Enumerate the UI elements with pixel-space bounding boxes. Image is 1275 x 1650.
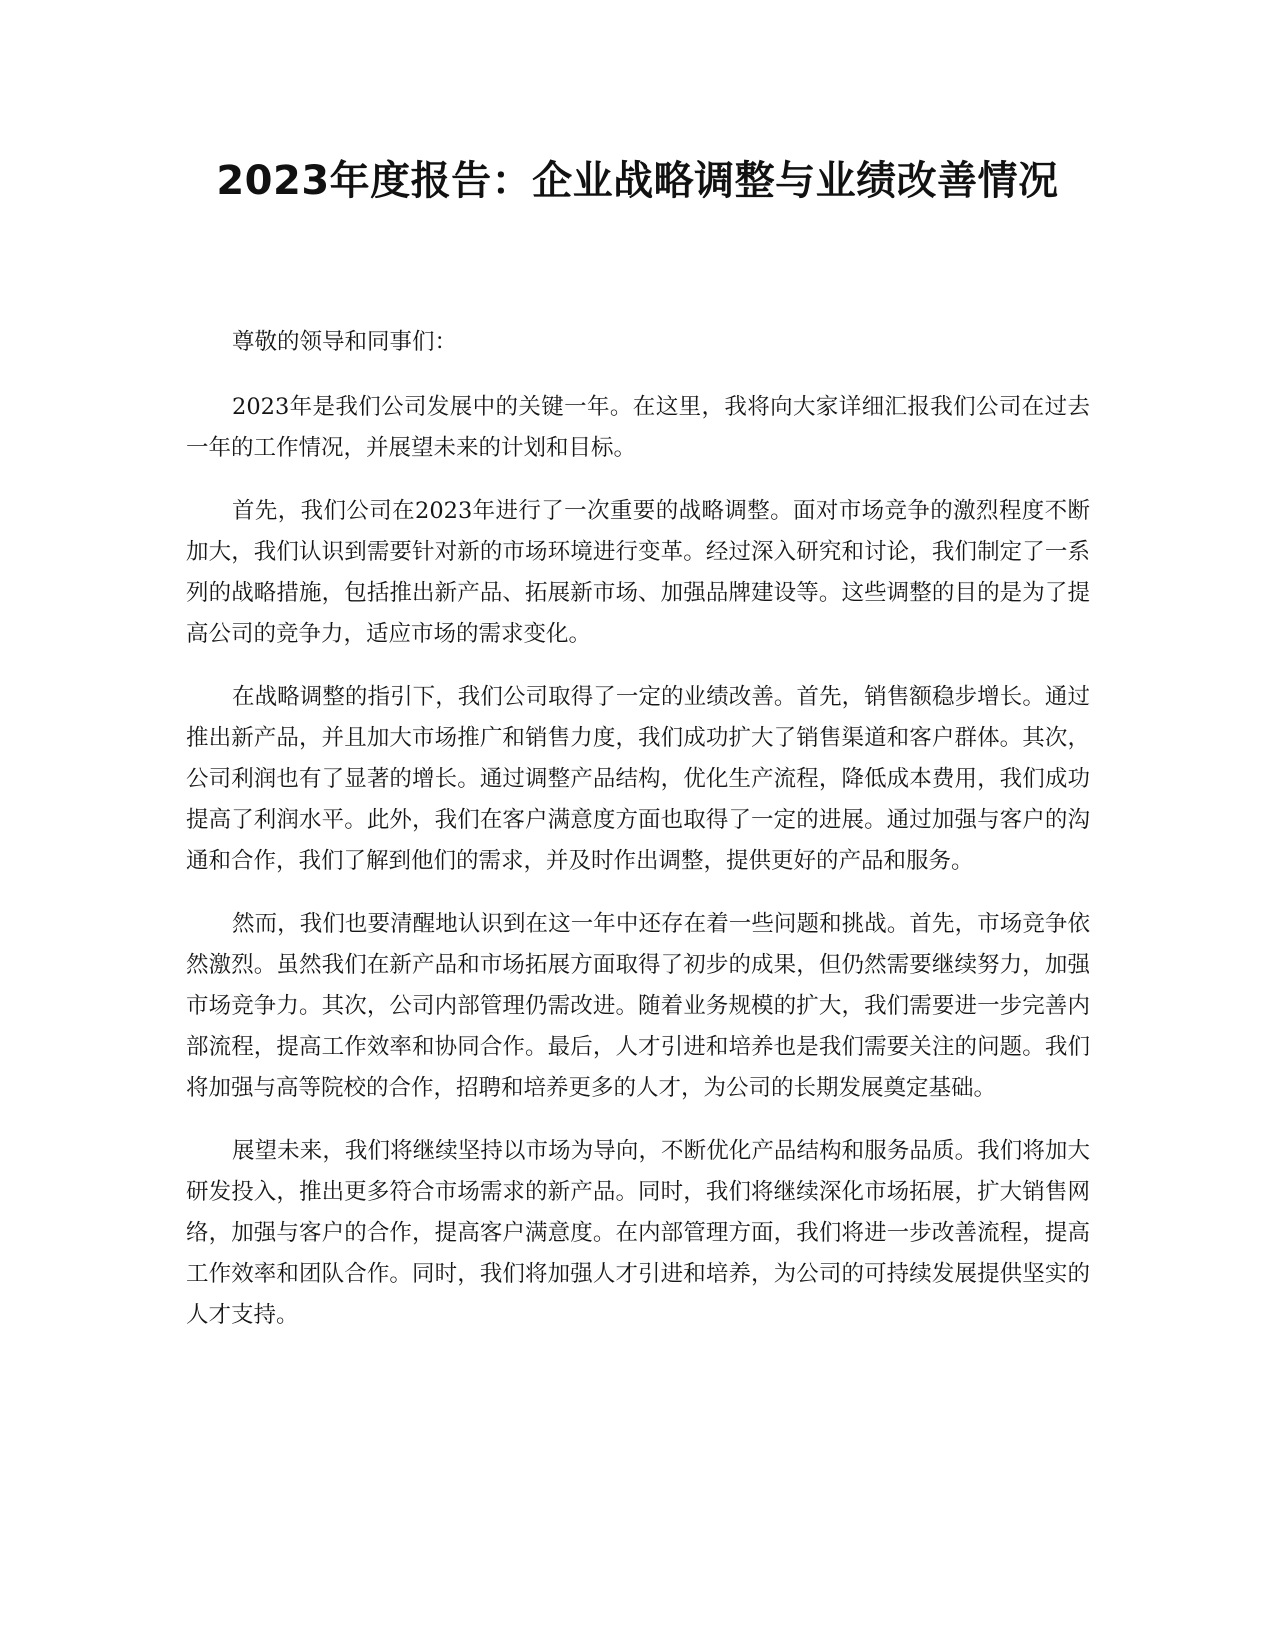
- body-paragraph-2: 首先，我们公司在2023年进行了一次重要的战略调整。面对市场竞争的激烈程度不断加大，我们认识到需要针对新的市场环境进行变革。经过深入研究和讨论，我们制定了一系列的战略措施，包括推出新产品、拓展新市场、加强品牌建设等。这些调整的目的是为了提高公司的竞争力，适应市场的需求变化。: [186, 498, 1090, 647]
- body-paragraph-1: 2023年是我们公司发展中的关键一年。在这里，我将向大家详细汇报我们公司在过去一年的工作情况，并展望未来的计划和目标。: [186, 394, 1090, 461]
- document-title: 2023年度报告：企业战略调整与业绩改善情况: [216, 158, 1059, 204]
- document-body: [186, 322, 1090, 1358]
- body-paragraph-4: 然而，我们也要清醒地认识到在这一年中还存在着一些问题和挑战。首先，市场竞争依然激烈。虽然我们在新产品和市场拓展方面取得了初步的成果，但仍然需要继续努力，加强市场竞争力。其次，公司内部管理仍需改进。随着业务规模的扩大，我们需要进一步完善内部流程，提高工作效率和协同合作。最后，人才引进和培养也是我们需要关注的问题。我们将加强与高等院校的合作，招聘和培养更多的人才，为公司的长期发展奠定基础。: [186, 911, 1090, 1101]
- body-paragraph-3: 在战略调整的指引下，我们公司取得了一定的业绩改善。首先，销售额稳步增长。通过推出新产品，并且加大市场推广和销售力度，我们成功扩大了销售渠道和客户群体。其次，公司利润也有了显著的增长。通过调整产品结构，优化生产流程，降低成本费用，我们成功提高了利润水平。此外，我们在客户满意度方面也取得了一定的进展。通过加强与客户的沟通和合作，我们了解到他们的需求，并及时作出调整，提供更好的产品和服务。: [186, 684, 1090, 874]
- greeting-paragraph: 尊敬的领导和同事们：: [232, 329, 458, 355]
- body-paragraph-5: 展望未来，我们将继续坚持以市场为导向，不断优化产品结构和服务品质。我们将加大研发投入，推出更多符合市场需求的新产品。同时，我们将继续深化市场拓展，扩大销售网络，加强与客户的合作，提高客户满意度。在内部管理方面，我们将进一步改善流程，提高工作效率和团队合作。同时，我们将加强人才引进和培养，为公司的可持续发展提供坚实的人才支持。: [186, 1138, 1090, 1328]
